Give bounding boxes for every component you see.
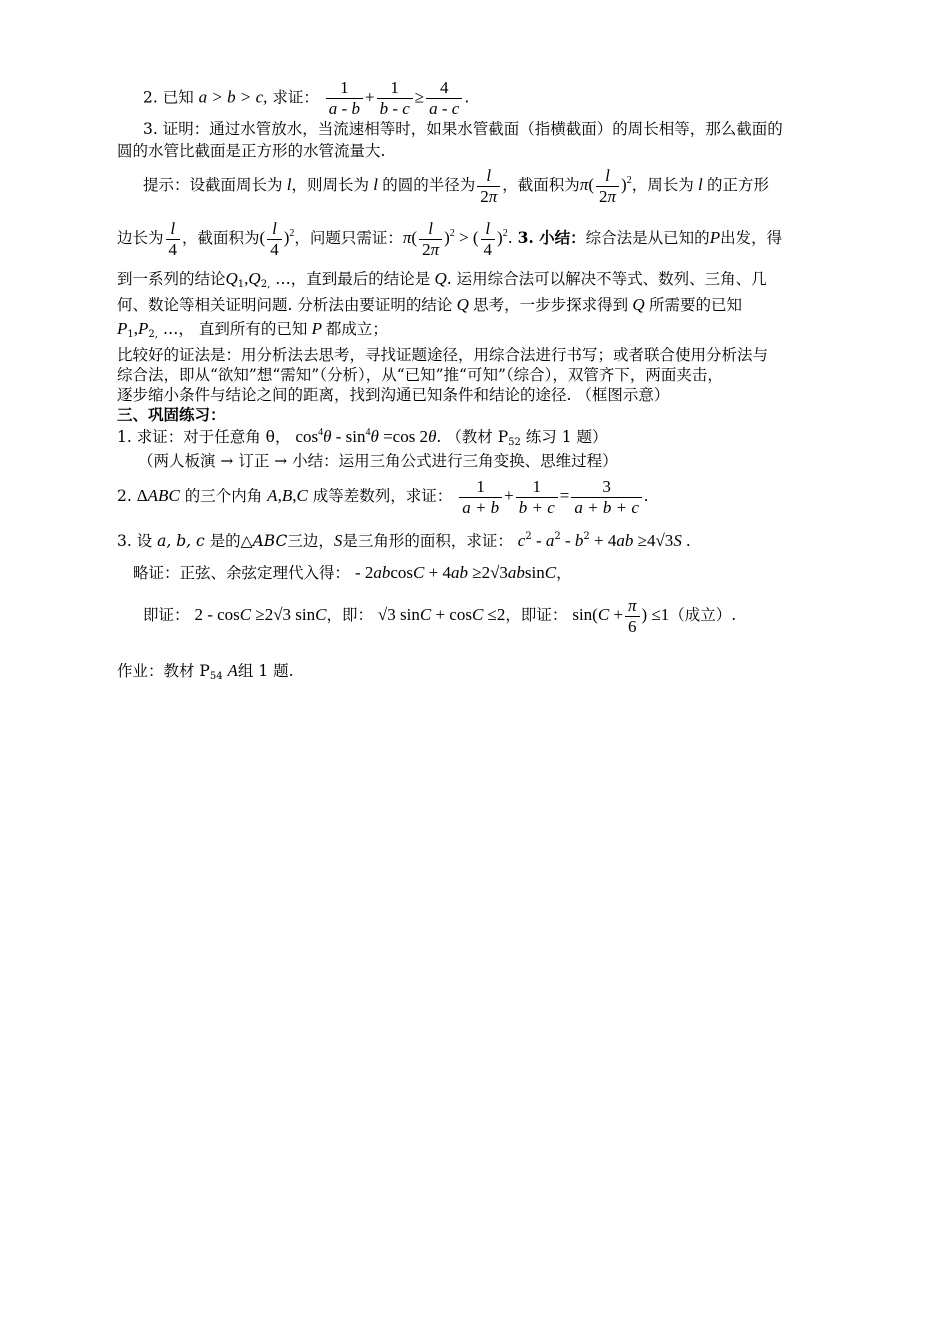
fraction: $\frac{1}{a + b}$ bbox=[459, 477, 502, 518]
problem-2-condition: a > b > c, bbox=[198, 87, 268, 107]
fraction: $\frac{3}{a + b + c}$ bbox=[571, 477, 642, 518]
fraction: $\frac{l}{2\pi}$ bbox=[419, 219, 442, 260]
fraction: $\frac{1}{b + c}$ bbox=[516, 477, 558, 518]
better-line-1: 比较好的证法是：用分析法去思考，寻找证题途径，用综合法进行书写；或者联合使用分析法与 bbox=[117, 346, 769, 364]
problem-2: 2. 已知 a > b > c, 求证： $\frac{1}{a - b}$ + $\frac{1}{b - c}$ ≥ $\frac{4}{a - c}$ . bbox=[143, 78, 470, 118]
fraction: $\frac{l}{4}$ bbox=[481, 219, 496, 260]
fraction: $\frac{4}{a - c}$ bbox=[426, 78, 462, 119]
homework-line: 作业：教材 $P_{54}$ A组 1 题. bbox=[117, 661, 294, 682]
proof-line: 略证：正弦、余弦定理代入得： - 2abcosC + 4ab ≥2√3absinC， bbox=[133, 563, 572, 582]
ie-line: 即证： 2 - cosC ≥2√3 sinC，即： √3 sinC + cosC ≤2，即证： sin(C + $\frac{\pi}{6}$ ) ≤1（成立）. bbox=[143, 595, 737, 636]
fraction: $\frac{l}{4}$ bbox=[267, 219, 282, 260]
better-line-2: 综合法，即从“欲知”想“需知”（分析），从“已知”推“可知”（综合），双管齐下，两面夹击， bbox=[117, 366, 723, 384]
exercise-2: 2. ΔABC 的三个内角 A,B,C 成等差数列，求证： $\frac{1}{a + b}$ + $\frac{1}{b + c}$ = $\frac{3}{a + b + c}$ . bbox=[117, 476, 649, 517]
plist-line: $P_1,P_{2,}$ …， 直到所有的已知 P 都成立； bbox=[117, 319, 388, 340]
fraction: $\frac{\pi}{6}$ bbox=[625, 596, 640, 637]
geo-line: 何、数论等相关证明问题. 分析法由要证明的结论 Q 思考，一步步探求得到 Q 所需要的已知 bbox=[117, 295, 742, 314]
fraction: $\frac{l}{2\pi}$ bbox=[596, 166, 619, 207]
fraction: $\frac{1}{b - c}$ bbox=[377, 78, 413, 119]
exercise-1: 1. 求证：对于任意角 θ， $\cos^4\theta - \sin^4\theta =\cos$ 2θ. （教材 $P_{52}$ 练习 1 题） bbox=[117, 427, 608, 448]
fraction: $\frac{l}{2\pi}$ bbox=[477, 166, 500, 207]
summary-heading: 3. 小结： bbox=[517, 228, 586, 247]
edge-line: 边长为 $\frac{l}{4}$ ，截面积为( $\frac{l}{4}$ )$^2$，问题只需证：π( $\frac{l}{2\pi}$ )$^2$ > ( $\frac{l}{4}$ )$^2$. 3. 小结：综合法是从已知的P出发，得 bbox=[117, 218, 783, 259]
fraction: $\frac{l}{4}$ bbox=[166, 219, 181, 260]
exercise-3: 3. 设 a, b, c 是的△ABC三边，S是三角形的面积，求证： $c^2 - a^2 - b^2 + 4ab \ge 4√3S$ . bbox=[117, 531, 691, 550]
problem-3-line-2: 圆的水管比截面是正方形的水管流量大. bbox=[117, 142, 386, 160]
better-line-3: 逐步缩小条件与结论之间的距离，找到沟通已知条件和结论的途径. （框图示意） bbox=[117, 386, 670, 404]
section-heading: 三、巩固练习： bbox=[117, 405, 226, 424]
problem-2-prove: 求证： bbox=[272, 88, 319, 107]
hint-line: 提示：设截面周长为 l，则周长为 l 的圆的半径为 $\frac{l}{2\pi}$ ，截面积为π( $\frac{l}{2\pi}$ )$^2$，周长为 l 的正方形 bbox=[143, 165, 769, 206]
problem-2-label: 2. 已知 bbox=[143, 88, 194, 107]
fraction: $\frac{1}{a - b}$ bbox=[326, 78, 363, 119]
exercise-1-note: （两人板演 → 订正 → 小结：运用三角公式进行三角变换、思维过程） bbox=[138, 452, 618, 470]
problem-3-line-1: 3. 证明：通过水管放水，当流速相等时，如果水管截面（指横截面）的周长相等，那么截面的 bbox=[143, 120, 783, 138]
chain-line: 到一系列的结论$Q_1,Q_{2,}$ …，直到最后的结论是 Q. 运用综合法可以解决不等式、数列、三角、几 bbox=[117, 269, 767, 290]
